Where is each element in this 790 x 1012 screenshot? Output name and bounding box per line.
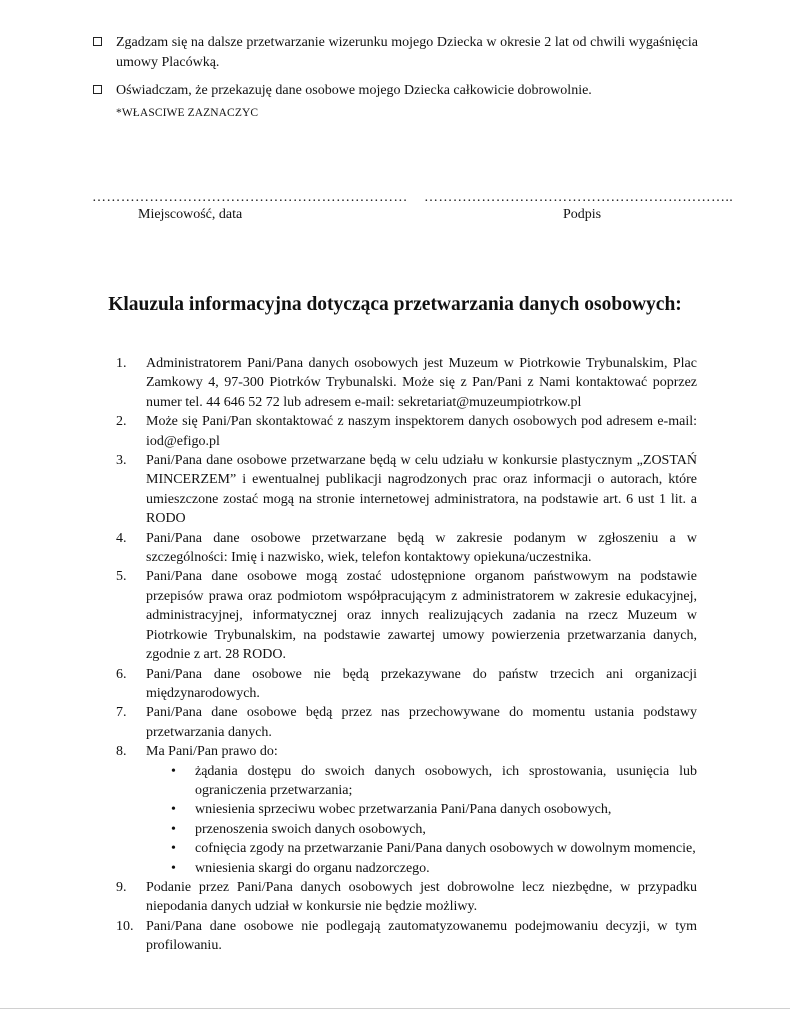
bullet-icon: • xyxy=(171,821,176,837)
rights-item xyxy=(171,820,697,839)
signature-dotted-line: ……………………………………………………….. xyxy=(424,190,734,205)
clause-text: Pani/Pana dane osobowe mogą zostać udostępnione organom państwowym na podstawie przepisów prawa oraz podmiotom współpracującym z administratorem w zakresie edukacyjnej, administracyjnej, informatycznej oraz innych realizujących zadania na rzecz Muzeum w Piotrkowie Trybunalskim, na podstawie zawartej umowy powierzenia przetwarzania danych, zgodnie z art. 28 RODO. xyxy=(146,569,697,663)
place-date-dotted-line: ………………………………………………………… xyxy=(92,190,408,205)
clause-number: 4. xyxy=(116,530,127,546)
clause-item xyxy=(116,917,697,956)
rights-item xyxy=(171,859,697,878)
clause-number: 10. xyxy=(116,918,134,934)
clause-number: 5. xyxy=(116,569,127,585)
consent-text: Zgadzam się na dalsze przetwarzanie wizerunku mojego Dziecka w okresie 2 lat od chwili wygaśnięcia umowy Placówką. xyxy=(116,35,698,70)
bullet-icon: • xyxy=(171,860,176,876)
mark-appropriate-note: *WŁASCIWE ZAZNACZYC xyxy=(116,107,259,119)
clause-list xyxy=(116,354,697,956)
clause-text: Pani/Pana dane osobowe przetwarzane będą w zakresie podanym w zgłoszeniu a w szczególności: Imię i nazwisko, wiek, telefon kontaktowy opiekuna/uczestnika. xyxy=(146,530,697,566)
rights-list xyxy=(171,762,697,878)
bullet-icon: • xyxy=(171,763,176,779)
clause-number: 8. xyxy=(116,744,127,760)
rights-text: wniesienia sprzeciwu wobec przetwarzania Pani/Pana danych osobowych, xyxy=(195,802,612,818)
consent-image-processing xyxy=(92,33,698,72)
clause-item xyxy=(116,451,697,529)
rights-text: wniesienia skargi do organu nadzorczego. xyxy=(195,860,430,876)
clause-item xyxy=(116,703,697,742)
clause-item xyxy=(116,665,697,704)
clause-text: Ma Pani/Pan prawo do: xyxy=(146,744,278,760)
clause-number: 6. xyxy=(116,666,127,682)
clause-text: Pani/Pana dane osobowe nie podlegają zautomatyzowanemu podejmowaniu decyzji, w tym profilowaniu. xyxy=(146,918,697,954)
clause-item xyxy=(116,878,697,917)
clause-item-rights xyxy=(116,742,697,878)
clause-number: 1. xyxy=(116,356,127,371)
consent-voluntary-data xyxy=(92,81,698,101)
rights-text: cofnięcia zgody na przetwarzanie Pani/Pana danych osobowych w dowolnym momencie, xyxy=(195,841,696,857)
rights-text: żądania dostępu do swoich danych osobowych, ich sprostowania, usunięcia lub ograniczenia przetwarzania; xyxy=(195,763,697,798)
place-date-label: Miejscowość, data xyxy=(138,207,243,222)
clause-number: 7. xyxy=(116,705,127,721)
clause-text: Pani/Pana dane osobowe będą przez nas przechowywane do momentu ustania podstawy przetwarzania danych. xyxy=(146,705,697,740)
rights-text: przenoszenia swoich danych osobowych, xyxy=(195,821,426,837)
checkbox-voluntary-data[interactable] xyxy=(93,85,102,94)
bullet-icon: • xyxy=(171,802,176,818)
clause-text: Administratorem Pani/Pana danych osobowych jest Muzeum w Piotrkowie Trybunalskim, Plac Zamkowy 4, 97-300 Piotrków Trybunalski. Może się z Pan/Pani z Nami kontaktować poprzez numer tel. 44 646 52 72 lub adresem e-mail: sekretariat@muzeumpiotrkow.pl xyxy=(146,356,697,410)
rights-item xyxy=(171,762,697,801)
clause-item xyxy=(116,412,697,451)
clause-title: Klauzula informacyjna dotycząca przetwarzania danych osobowych: xyxy=(108,294,682,315)
clause-text: Podanie przez Pani/Pana danych osobowych jest dobrowolne lecz niezbędne, w przypadku niepodania danych udział w konkursie nie będzie możliwy. xyxy=(146,879,697,915)
rights-item xyxy=(171,800,697,819)
clause-text: Może się Pani/Pan skontaktować z naszym inspektorem danych osobowych pod adresem e-mail: iod@efigo.pl xyxy=(146,414,697,449)
consent-text: Oświadczam, że przekazuję dane osobowe mojego Dziecka całkowicie dobrowolnie. xyxy=(116,83,592,98)
signature-label: Podpis xyxy=(563,207,602,222)
page-bottom-divider xyxy=(0,1008,790,1009)
checkbox-image-processing[interactable] xyxy=(93,37,102,46)
clause-text: Pani/Pana dane osobowe nie będą przekazywane do państw trzecich ani organizacji międzynarodowych. xyxy=(146,666,697,701)
clause-item xyxy=(116,529,697,568)
clause-item xyxy=(116,567,697,664)
clause-number: 9. xyxy=(116,879,127,895)
clause-number: 3. xyxy=(116,453,127,469)
clause-item xyxy=(116,354,697,412)
clause-text: Pani/Pana dane osobowe przetwarzane będą w celu udziału w konkursie plastycznym „ZOSTAŃ MINCERZEM” i ewentualnej publikacji nagrodzonych prac oraz informacji o autorach, które umieszczone zostać mogą na stronie internetowej administratora, na podstawie art. 6 ust 1 lit. a RODO xyxy=(146,453,697,527)
rights-item xyxy=(171,839,697,858)
clause-number: 2. xyxy=(116,414,127,430)
bullet-icon: • xyxy=(171,841,176,857)
